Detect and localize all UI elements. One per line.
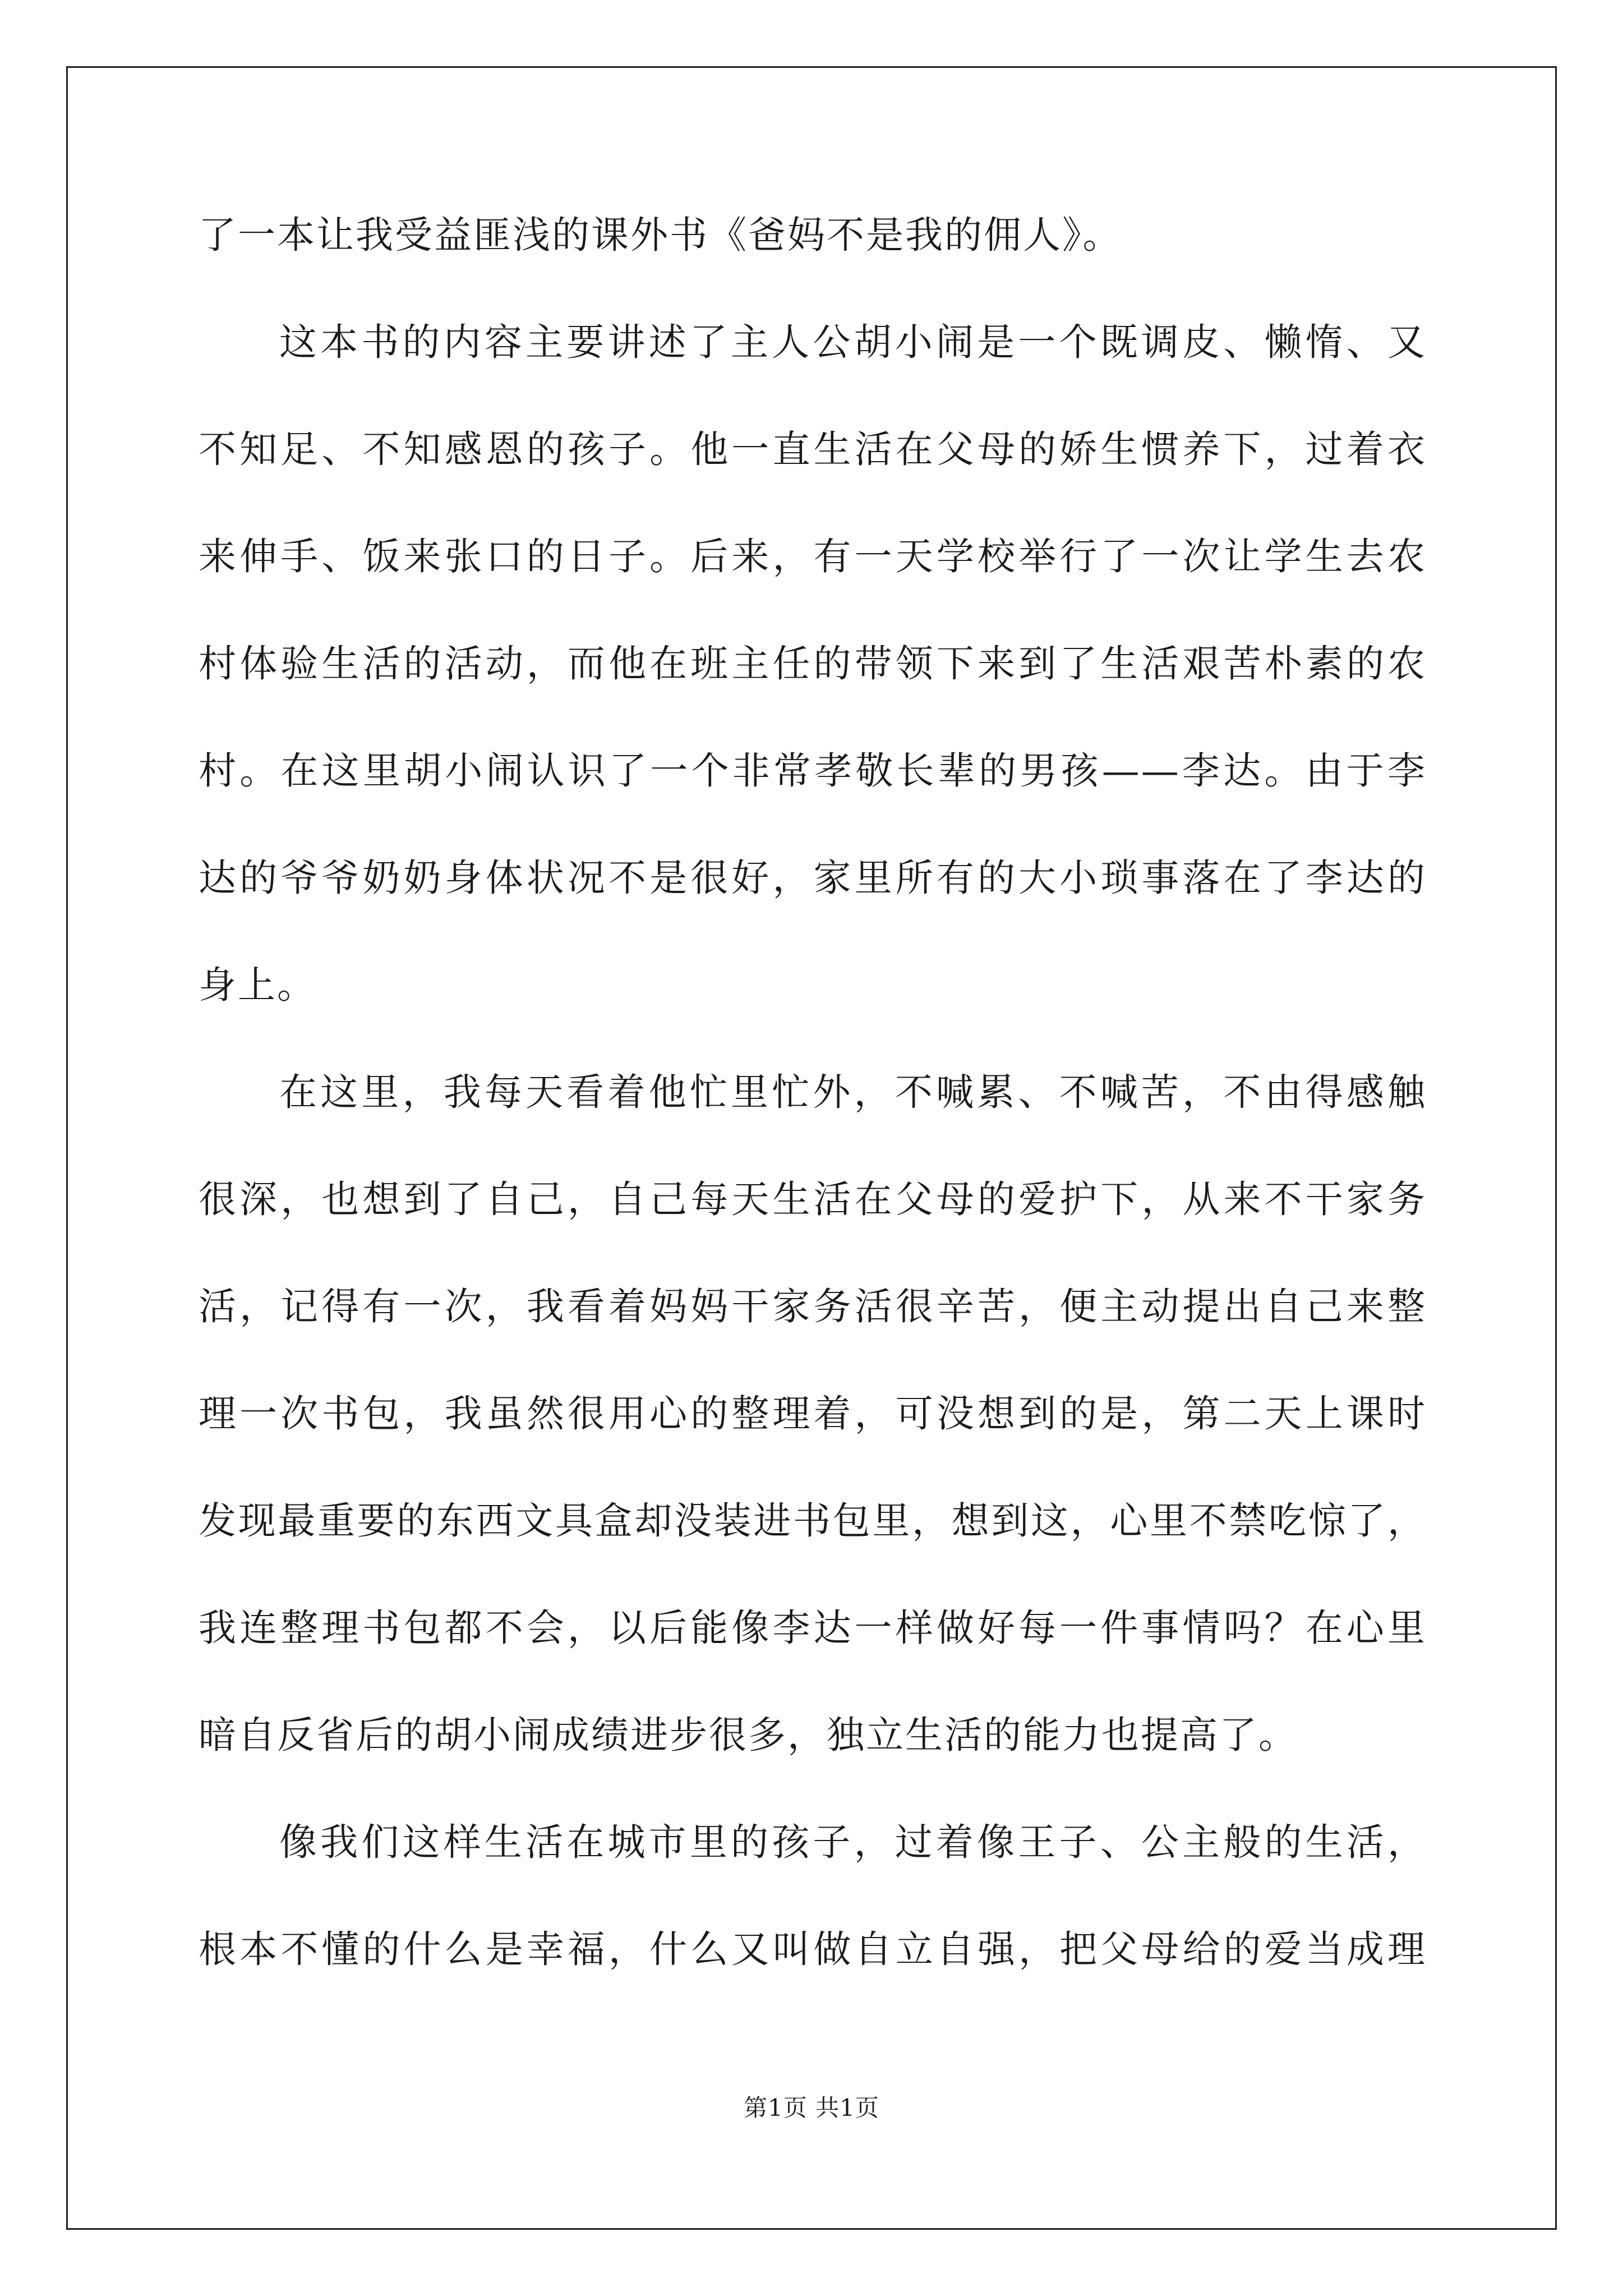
text-line: 活，记得有一次，我看着妈妈干家务活很辛苦，便主动提出自己来整 — [199, 1285, 1427, 1328]
text-line: 发现最重要的东西文具盒却没装进书包里，想到这，心里不禁吃惊了， — [199, 1499, 1427, 1543]
text-line: 了一本让我受益匪浅的课外书《爸妈不是我的佣人》。 — [199, 213, 1122, 257]
text-line: 根本不懂的什么是幸福，什么又叫做自立自强，把父母给的爱当成理 — [199, 1927, 1427, 1971]
text-line: 在这里，我每天看着他忙里忙外，不喊累、不喊苦，不由得感触 — [279, 1070, 1427, 1114]
text-line: 达的爷爷奶奶身体状况不是很好，家里所有的大小琐事落在了李达的 — [199, 856, 1427, 900]
text-line: 村。在这里胡小闹认识了一个非常孝敬长辈的男孩——李达。由于李 — [199, 749, 1427, 793]
page-number-footer: 第1页 共1页 — [744, 2094, 879, 2122]
text-line: 暗自反省后的胡小闹成绩进步很多，独立生活的能力也提高了。 — [199, 1713, 1298, 1757]
text-line: 像我们这样生活在城市里的孩子，过着像王子、公主般的生活， — [279, 1820, 1427, 1864]
text-line: 理一次书包，我虽然很用心的整理着，可没想到的是，第二天上课时 — [199, 1392, 1427, 1435]
text-line: 村体验生活的活动，而他在班主任的带领下来到了生活艰苦朴素的农 — [199, 642, 1427, 685]
text-line: 很深，也想到了自己，自己每天生活在父母的爱护下，从来不干家务 — [199, 1177, 1427, 1221]
text-line: 不知足、不知感恩的孩子。他一直生活在父母的娇生惯养下，过着衣 — [199, 427, 1427, 471]
document-body — [199, 209, 1427, 2030]
text-line: 来伸手、饭来张口的日子。后来，有一天学校举行了一次让学生去农 — [199, 535, 1427, 578]
text-line: 我连整理书包都不会，以后能像李达一样做好每一件事情吗？在心里 — [199, 1606, 1427, 1650]
text-line: 这本书的内容主要讲述了主人公胡小闹是一个既调皮、懒惰、又 — [279, 320, 1427, 364]
text-line: 身上。 — [199, 963, 316, 1007]
